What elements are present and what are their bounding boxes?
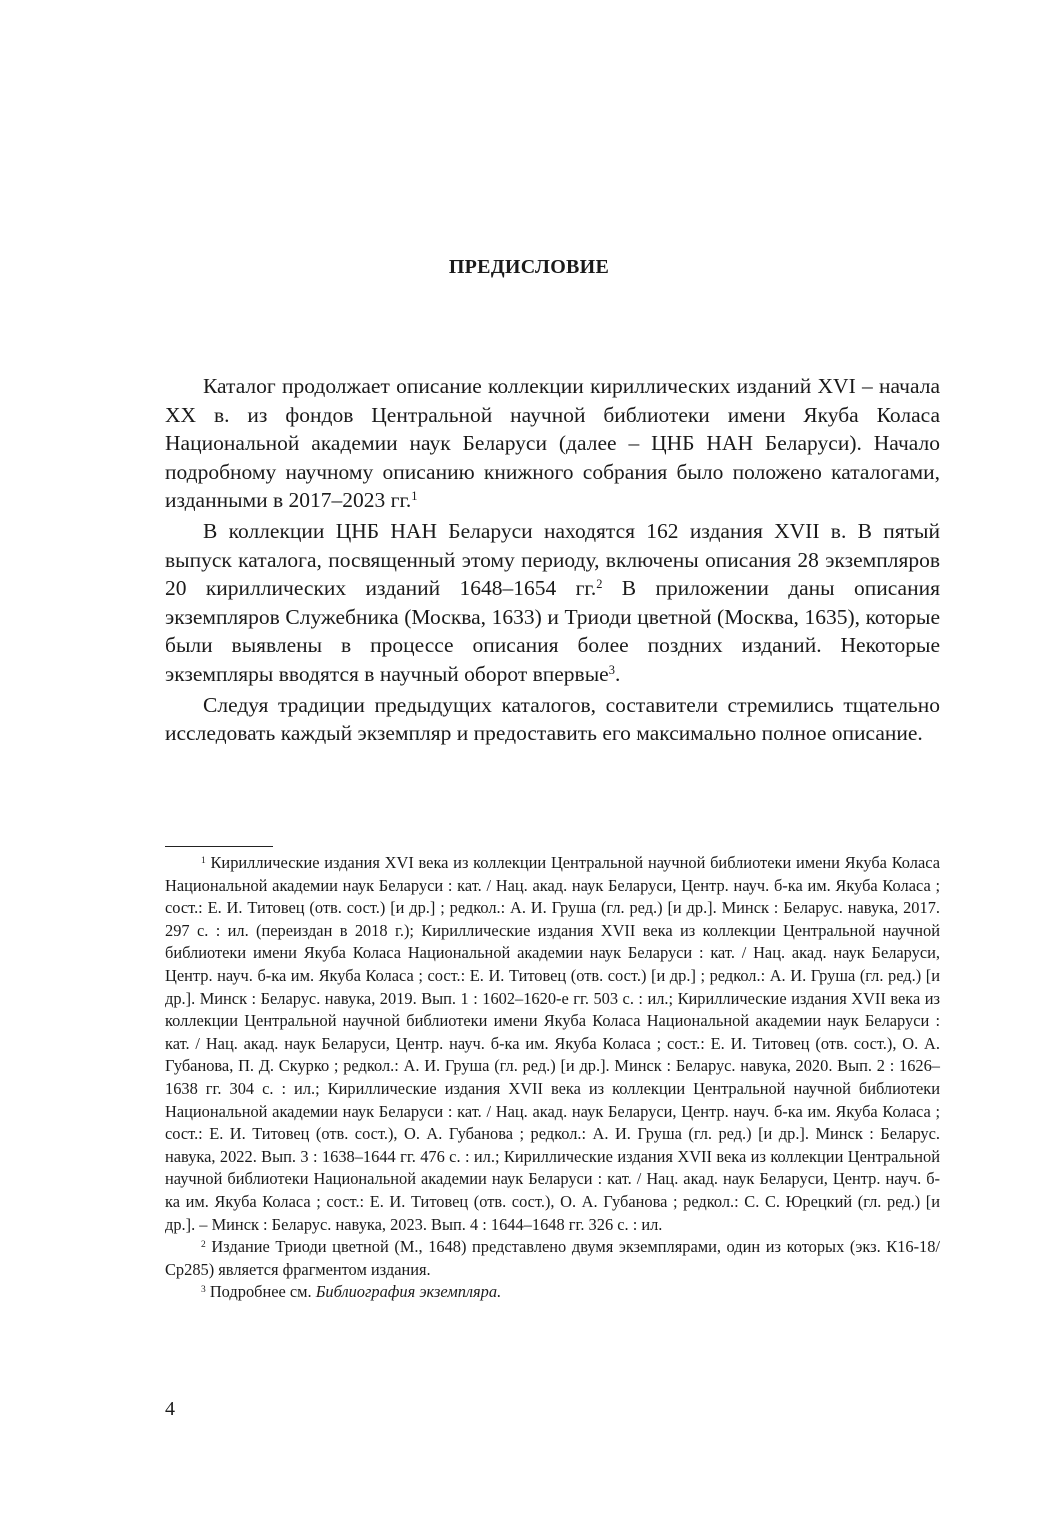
footnote-number: 1 [201,855,206,866]
page-title: ПРЕДИСЛОВИЕ [448,256,610,278]
preface-body [165,372,940,750]
footnote-separator [165,846,273,847]
paragraph-1: Каталог продолжает описание коллекции кириллических изданий XVI – начала XX в. из фондов Центральной научной библиотеки имени Якуба Коласа Национальной академии наук Беларуси (далее – ЦНБ НАН Беларуси). Начало подробному научному описанию книжного собрания было положено каталогами, изданными в 2017–2023 гг.$^1$ [165,374,940,513]
footnote-1: $^1$ Кириллические издания XVI века из коллекции Центральной научной библиотеки имени Якуба Коласа Национальной академии наук Беларуси : кат. / Нац. акад. наук Беларуси, Центр. науч. б-ка им. Якуба Коласа ; сост.: Е. И. Титовец (отв. сост.) [и др.] ; редкол.: А. И. Груша (гл. ред.) [и др.]. Минск : Беларус. навука, 2017. 297 с. : ил. (переиздан в 2018 г.); Кириллические издания XVII века из коллекции Центральной научной библиотеки имени Якуба Коласа Национальной академии наук Беларуси : кат. / Нац. акад. наук Беларуси, Центр. науч. б-ка им. Якуба Коласа ; сост.: Е. И. Титовец (отв. сост.) [и др.] ; редкол.: А. И. Груша (гл. ред.) [и др.]. Минск : Беларус. навука, 2019. Вып. 1 : 1602–1620-е гг. 503 с. : ил.; Кириллические издания XVII века из коллекции Центральной научной библиотеки имени Якуба Коласа Национальной академии наук Беларуси : кат. / Нац. акад. наук Беларуси, Центр. науч. б-ка им. Якуба Коласа ; сост.: Е. И. Титовец (отв. сост.), О. А. Губанова, П. Д. Скурко ; редкол.: А. И. Груша (гл. ред.) [и др.]. Минск : Беларус. навука, 2020. Вып. 2 : 1626–1638 гг. 304 с. : ил.; Кириллические издания XVII века из коллекции Центральной научной библиотеки Национальной академии наук Беларуси : кат. / Нац. акад. наук Беларуси, Центр. науч. б-ка им. Якуба Коласа ; сост.: Е. И. Титовец (отв. сост.), О. А. Губанова ; редкол.: А. И. Груша (гл. ред.) [и др.]. Минск : Беларус. навука, 2022. Вып. 3 : 1638–1644 гг. 476 с. : ил.; Кириллические издания XVII века из коллекции Центральной научной библиотеки Национальной академии наук Беларуси : кат. / Нац. акад. наук Беларуси, Центр. науч. б-ка им. Якуба Коласа ; сост.: Е. И. Титовец (отв. сост.), О. А. Губанова ; редкол.: С. С. Юрецкий (гл. ред.) [и др.]. – Минск : Беларус. навука, 2023. Вып. 4 : 1644–1648 гг. 326 с. : ил. [165,853,940,1234]
footnote-ref-1[interactable]: 1 [411,489,418,504]
footnote-2: $^2$ Издание Триоди цветной (М., 1648) представлено двумя экземплярами, один из которых (экз. К16-18/Ср285) является фрагментом издания. [165,1237,940,1279]
footnotes [165,852,940,1304]
paragraph-2: В коллекции ЦНБ НАН Беларуси находятся 162 издания XVII в. В пятый выпуск каталога, посвященный этому периоду, включены описания 28 экземпляров 20 кириллических изданий 1648–1654 гг.$^2$ В приложении даны описания экземпляров Служебника (Москва, 1633) и Триоди цветной (Москва, 1635), которые были выявлены в процессе описания более поздних изданий. Некоторые экземпляры вводятся в научный оборот впервые$^3$. [165,518,940,686]
footnote-ref-3[interactable]: 3 [608,663,615,678]
footnote-ref-2[interactable]: 2 [596,577,603,592]
footnote-number: 2 [201,1239,206,1250]
footnote-3: $^3$ Подробнее см. Библиография экземпляра. [201,1282,502,1302]
footnote-number: 3 [201,1285,206,1296]
page-number: 4 [165,1398,175,1420]
paragraph-3: Следуя традиции предыдущих каталогов, составители стремились тщательно исследовать каждый экземпляр и предоставить его максимально полное описание. [165,692,940,746]
